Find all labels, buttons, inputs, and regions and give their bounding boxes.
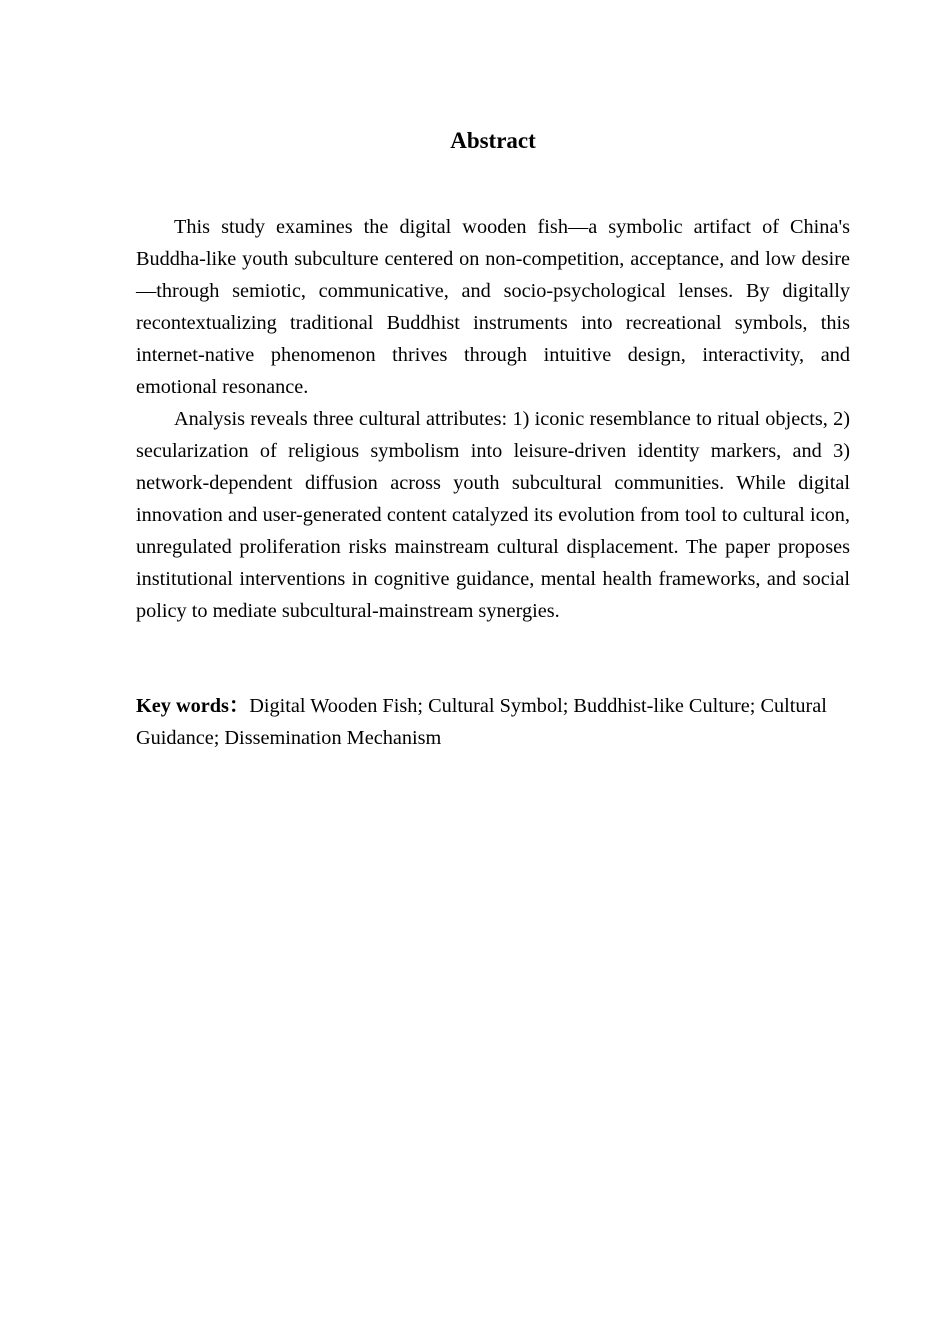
abstract-paragraph-2: Analysis reveals three cultural attributes: 1) iconic resemblance to ritual objects, 2) secularization of religious symbolism into leisure-driven identity markers, and 3) network-dependent diffusion across youth subcultural communities. While digital innovation and user-generated content catalyzed its evolution from tool to cultural icon, unregulated proliferation risks mainstream cultural displacement. The paper proposes institutional interventions in cognitive guidance, mental health frameworks, and social policy to mediate subcultural-mainstream synergies.	[136, 408, 850, 622]
keywords-line	[136, 690, 850, 754]
keywords-label: Key words：	[136, 695, 250, 717]
keywords-text: Digital Wooden Fish; Cultural Symbol; Buddhist-like Culture; Cultural Guidance; Dissemination Mechanism	[136, 695, 827, 749]
abstract-paragraph-1: This study examines the digital wooden fish—a symbolic artifact of China's Buddha-like youth subculture centered on non-competition, acceptance, and low desire—through semiotic, communicative, and socio-psychological lenses. By digitally recontextualizing traditional Buddhist instruments into recreational symbols, this internet-native phenomenon thrives through intuitive design, interactivity, and emotional resonance.	[136, 216, 850, 398]
abstract-body	[136, 211, 850, 627]
abstract-title: Abstract	[450, 128, 536, 153]
